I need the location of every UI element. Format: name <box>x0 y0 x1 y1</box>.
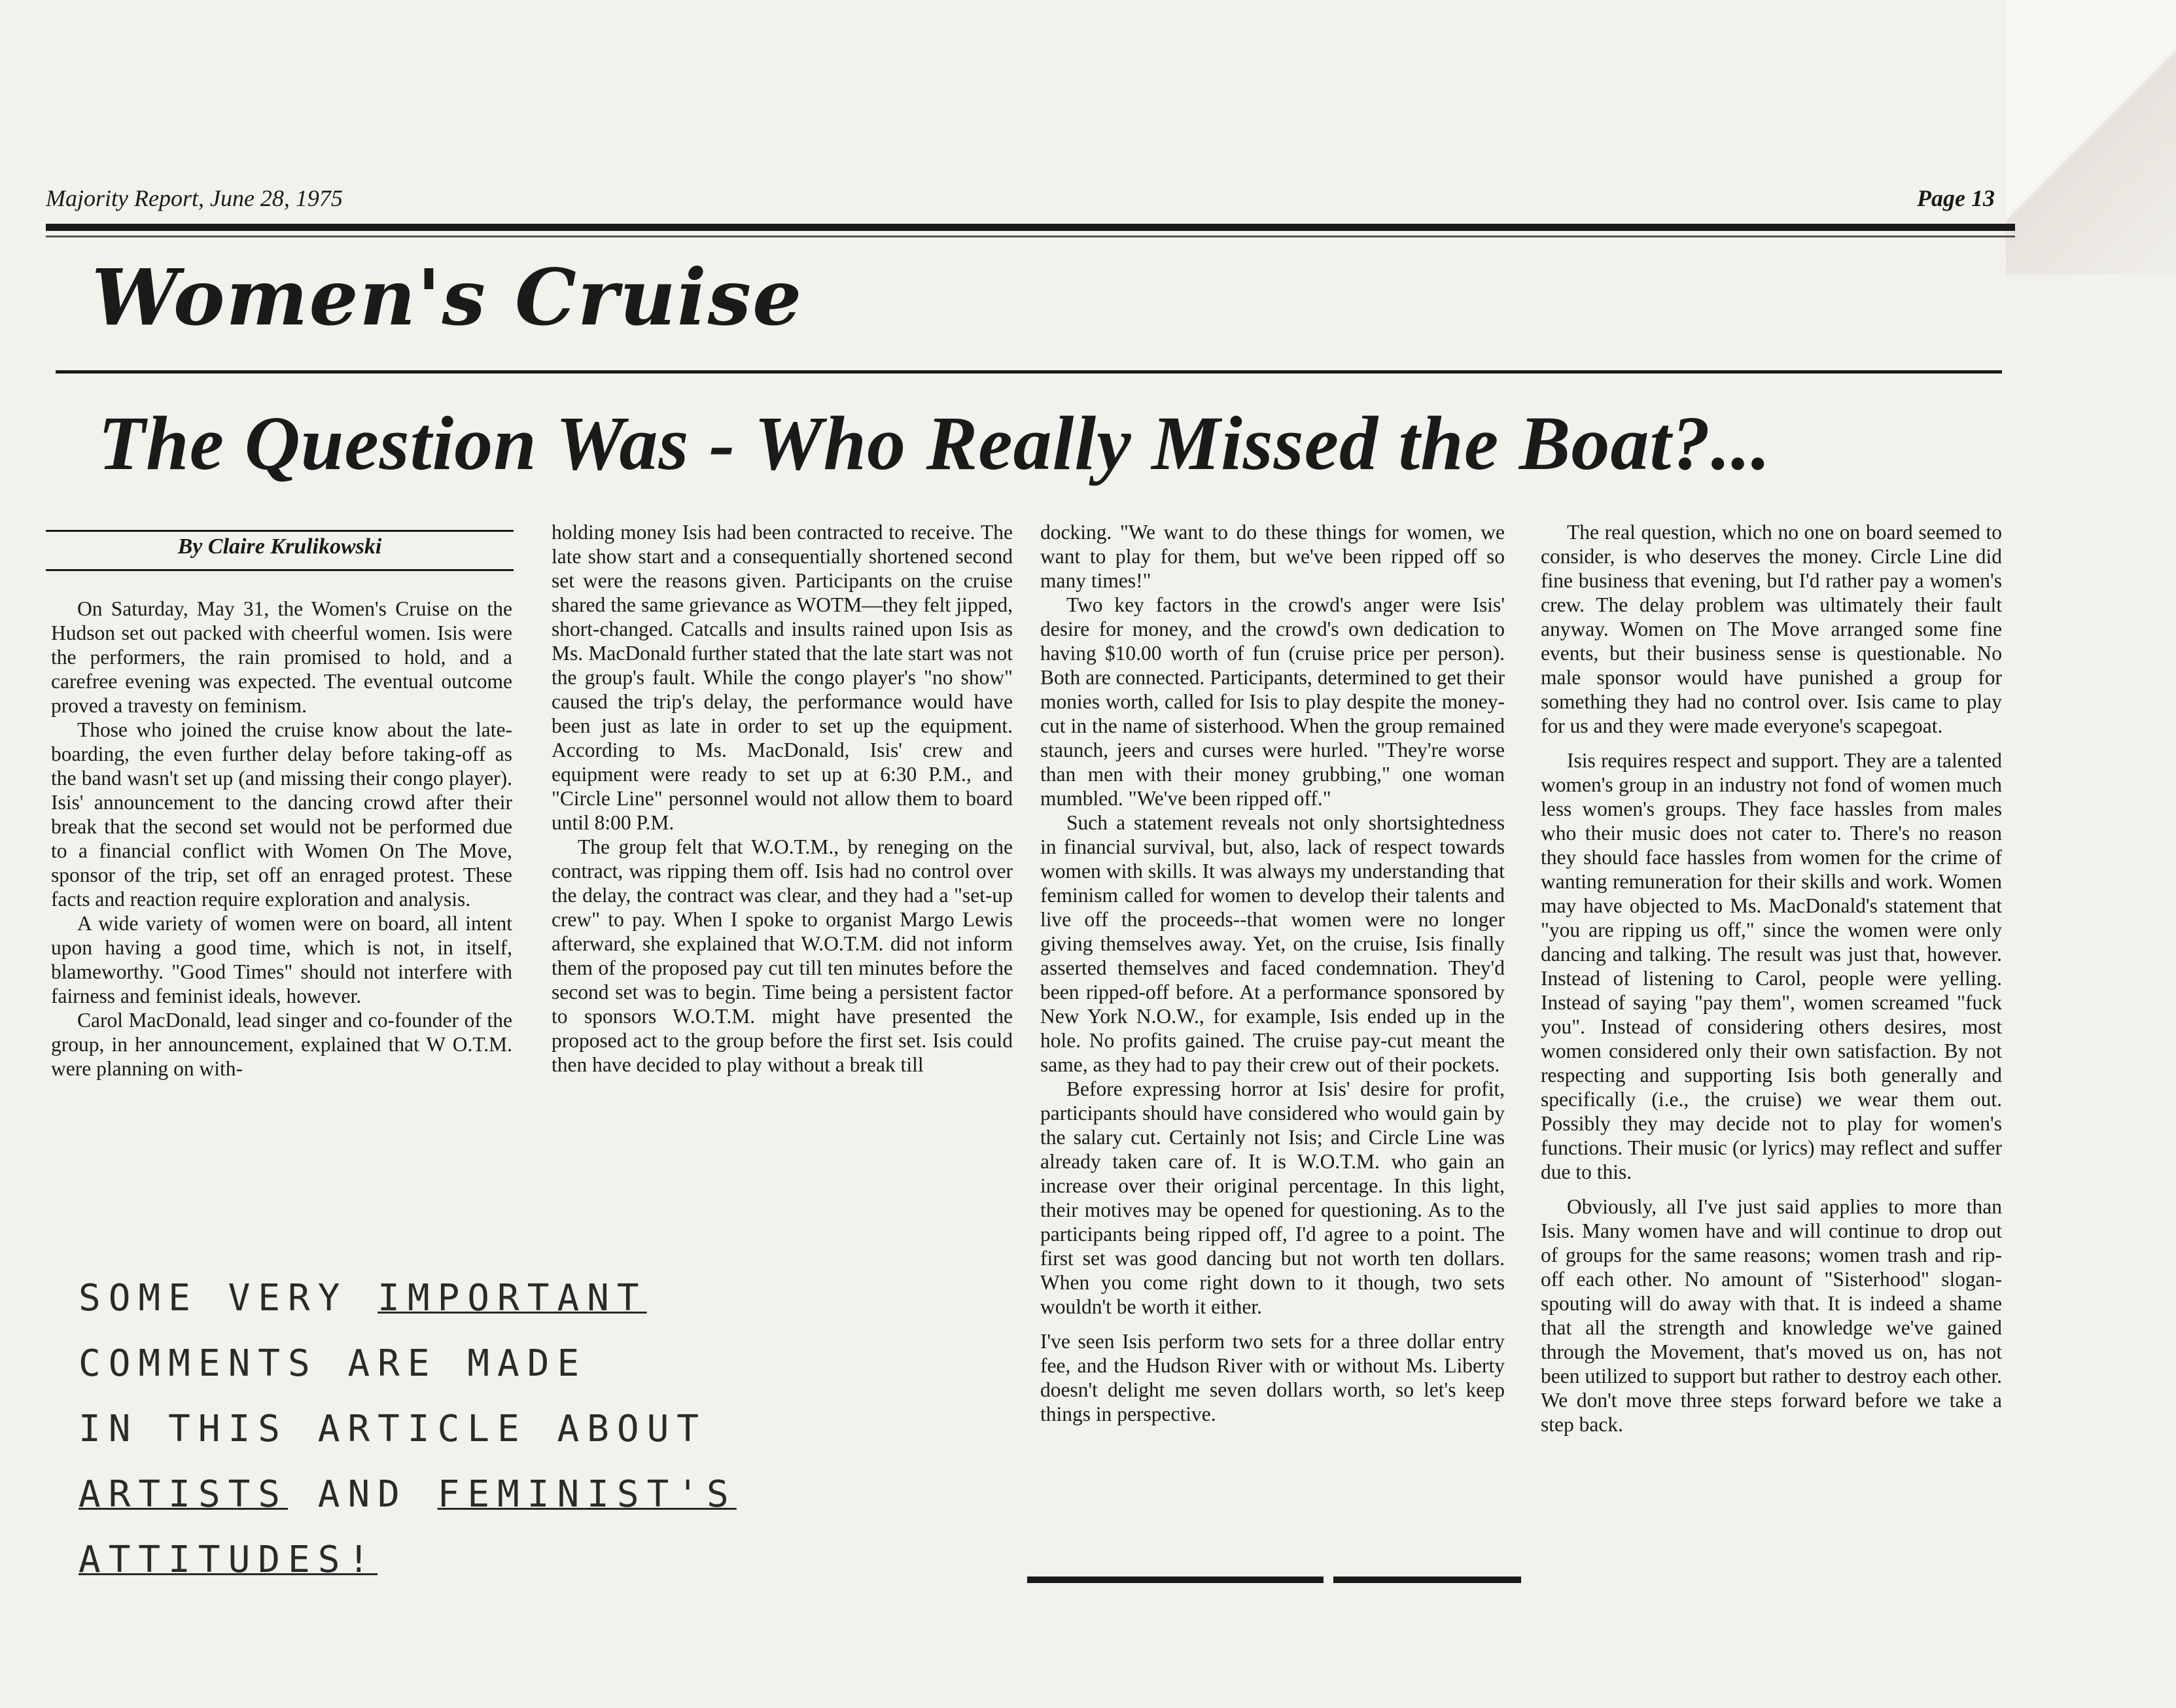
paragraph: Before expressing horror at Isis' desire for profit, participants should have considered who would gain by the salary cut. Certainly not Isis; and Circle Line was already taken care of. It is W.O.T.M. who gain an increase over their original percentage. In this light, their motives may be opened for questioning. As to the participants being ripped off, I'd agree to a point. The first set was good dancing but not worth ten dollars. When you come right down to it though, two sets wouldn't be worth it either. <box>1040 1077 1505 1318</box>
handwritten-text-underlined: IMPORTANT <box>377 1277 647 1319</box>
publication-header: Majority Report, June 28, 1975 <box>46 185 343 211</box>
header-rule-thin <box>46 235 2015 237</box>
page-number: Page 13 <box>1917 185 1995 211</box>
handwritten-text: SOME VERY <box>79 1277 348 1319</box>
paragraph: Two key factors in the crowd's anger were Isis' desire for money, and the crowd's own dedication to having $10.00 worth of fun (cruise price per person). Both are connected. Participants, determined to get their monies worth, called for Isis to play despite the money-cut in the name of sisterhood. When the group remained staunch, jeers and curses were hurled. "They're worse than men with their money grubbing," one woman mumbled. "We've been ripped off." <box>1040 593 1505 810</box>
paragraph: A wide variety of women were on board, all intent upon having a good time, which is not, in itself, blameworthy. "Good Times" should not interfere with fairness and feminist ideals, however. <box>51 912 512 1007</box>
paragraph: I've seen Isis perform two sets for a three dollar entry fee, and the Hudson River with or without Ms. Liberty doesn't delight me seven dollars worth, so let's keep things in perspective. <box>1040 1330 1505 1425</box>
header-rule <box>46 224 2015 231</box>
handwritten-line-1 <box>79 1266 864 1331</box>
paragraph: The real question, which no one on board seemed to consider, is who deserves the money. Circle Line did fine business that evening, but I'd rather pay a women's crew. The delay problem was ultimately their fault anyway. Women on The Move arranged some fine events, but their business sense is questionable. No male sponsor would have punished a group for something they had no control over. Isis came to play for us and they were made everyone's scapegoat. <box>1541 521 2002 737</box>
paragraph: Those who joined the cruise know about the late-boarding, the even further delay before taking-off as the band wasn't set up (and missing their congo player). Isis' announcement to the dancing crowd after their break that the second set would not be performed due to a financial conflict with Women On The Move, sponsor of the trip, set off an enraged protest. These facts and reaction require exploration and analysis. <box>51 718 512 911</box>
handwritten-line-2: COMMENTS ARE MADE <box>79 1342 588 1385</box>
handwritten-line-3: IN THIS ARTICLE ABOUT <box>79 1408 707 1450</box>
handwritten-text-underlined: FEMINIST'S <box>437 1473 737 1516</box>
handwritten-text-underlined: ATTITUDES! <box>79 1539 378 1581</box>
article-column-3 <box>1040 520 1505 1426</box>
byline-rule-top <box>46 530 514 532</box>
article-column-2 <box>552 520 1013 1077</box>
article-column-4 <box>1541 520 2002 1437</box>
handwritten-text-underlined: ARTISTS <box>79 1473 289 1516</box>
paragraph: The group felt that W.O.T.M., by reneging on the contract, was ripping them off. Isis had no control over the delay, the contract was clear, and they had a "set-up crew" to pay. When I spoke to organist Margo Lewis afterward, she explained that W.O.T.M. did not inform them of the proposed pay cut till ten minutes before the second set was to begin. Time being a persistent factor to sponsors W.O.T.M. might have presented the proposed act to the group before the first set. Isis could then have decided to play without a break till <box>552 835 1013 1076</box>
paragraph: Obviously, all I've just said applies to more than Isis. Many women have and will continue to drop out of groups for the same reasons; women trash and rip-off each other. No amount of "Sisterhood" slogan-spouting will do away with that. It is indeed a shame that all the strength and knowledge we've gained through the Movement, that's moved us on, has not been utilized to support but rather to destroy each other. We don't move three steps forward before we take a step back. <box>1541 1195 2002 1436</box>
paragraph: docking. "We want to do these things for women, we want to play for them, but we've been ripped off so many times!" <box>1040 521 1505 592</box>
title-rule <box>56 370 2002 374</box>
paragraph: Carol MacDonald, lead singer and co-founder of the group, in her announcement, explained that W O.T.M. were planning on with- <box>51 1009 512 1080</box>
article-end-rule <box>1027 1577 1521 1583</box>
folded-corner <box>2006 0 2176 275</box>
byline: By Claire Krulikowski <box>177 534 382 559</box>
paragraph: Isis requires respect and support. They are a talented women's group in an industry not fond of women much less women's groups. They face hassles from males who their music does not cater to. There's no reason they should face hassles from women for the crime of wanting remuneration for their skills and work. Women may have objected to Ms. MacDonald's statement that "you are ripping us off," since the women were only dancing and talking. The result was just that, however. Instead of listening to Carol, people were yelling. Instead of saying "pay them", women screamed "fuck you". Instead of considering others desires, most women considered only their own satisfaction. By not respecting and supporting Isis both generally and specifically (i.e., the cruise) we wear them out. Possibly they may decide not to play for women's functions. Their music (or lyrics) may reflect and suffer due to this. <box>1541 749 2002 1183</box>
paragraph: On Saturday, May 31, the Women's Cruise on the Hudson set out packed with cheerful women. Isis were the performers, the rain promised to hold, and a carefree evening was expected. The eventual outcome proved a travesty on feminism. <box>51 597 512 717</box>
section-title: Women's Cruise <box>92 252 803 343</box>
handwritten-line-5 <box>79 1527 864 1593</box>
handwritten-note <box>79 1266 864 1593</box>
handwritten-line-4 <box>79 1462 864 1527</box>
headline: The Question Was - Who Really Missed the Boat?... <box>98 400 1771 486</box>
paragraph: holding money Isis had been contracted to receive. The late show start and a consequentially shortened second set were the reasons given. Participants on the cruise shared the same grievance as WOTM—they felt jipped, short-changed. Catcalls and insults rained upon Isis as Ms. MacDonald further stated that the late start was not the group's fault. While the congo player's "no show" caused the trip's delay, the performance would have been just as late in order to set up the equipment. According to Ms. MacDonald, Isis' crew and equipment were ready to set up at 6:30 P.M., and "Circle Line" personnel would not allow them to board until 8:00 P.M. <box>552 521 1013 834</box>
paragraph: Such a statement reveals not only shortsightedness in financial survival, but, also, lack of respect towards women with skills. It was always my understanding that feminism called for women to develop their talents and live off the proceeds--that women were no longer giving themselves away. Yet, on the cruise, Isis finally asserted themselves and faced condemnation. They'd been ripped-off before. At a performance sponsored by New York N.O.W., for example, Isis ended up in the hole. No profits gained. The cruise pay-cut meant the same, as they had to pay their crew out of their pockets. <box>1040 811 1505 1076</box>
byline-rule-bottom <box>46 569 514 571</box>
article-column-1 <box>51 597 512 1081</box>
handwritten-text: AND <box>317 1473 408 1516</box>
